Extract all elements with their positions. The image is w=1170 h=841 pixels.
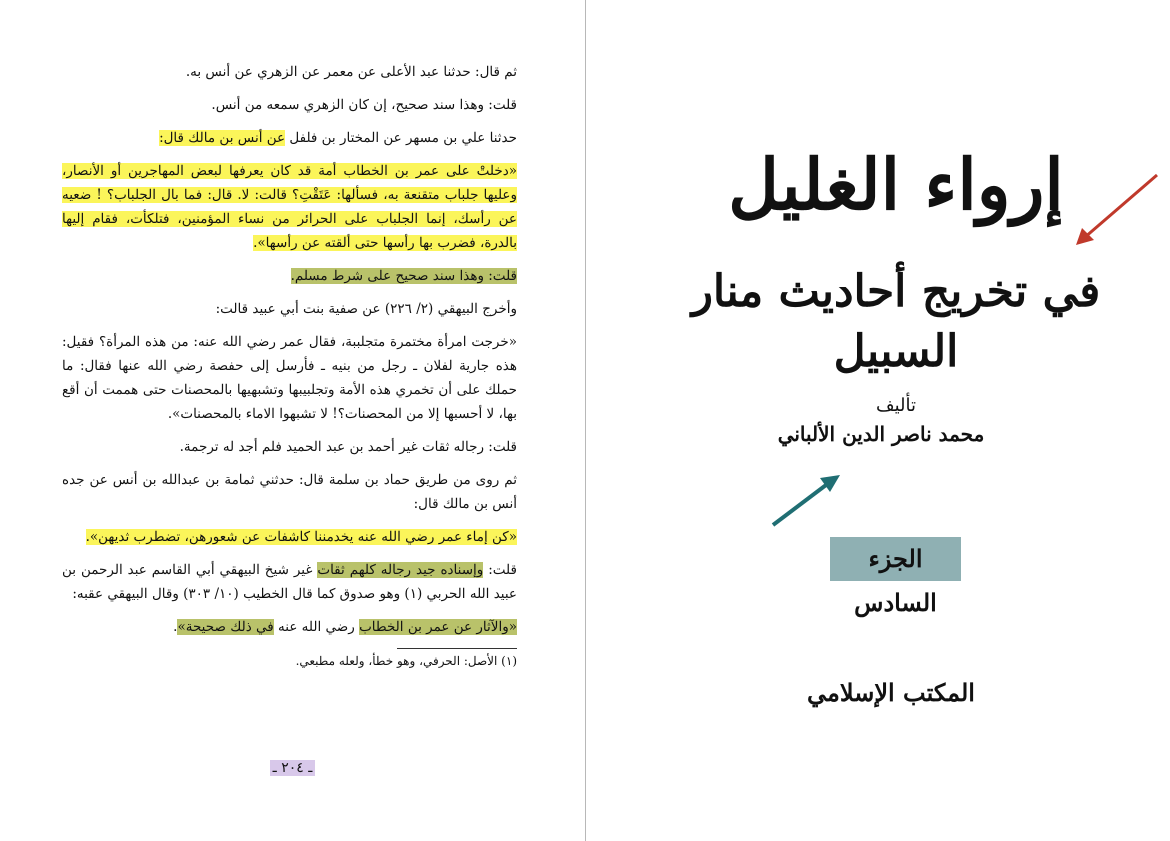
text-segment: وأخرج البيهقي (٢/ ٢٢٦) عن صفية بنت أبي عبيد قالت: xyxy=(215,301,517,317)
author-label: تأليف xyxy=(875,395,917,416)
paragraph xyxy=(62,126,517,150)
book-title: إرواء الغليل xyxy=(728,143,1064,226)
paragraph xyxy=(62,93,517,117)
page-number-label: ـ ٢٠٤ ـ xyxy=(270,760,316,776)
text-segment: «خرجت امرأة مختمرة متجلببة، فقال عمر رضي الله عنه: من هذه المرأة؟ فقيل: هذه جارية لفلان ـ رجل من بنيه ـ فأرسل إلى حفصة رضي الله عنها فقال: ما حملك على أن تخمري هذه الأمة وتجلبيبها وتشبهيها بالمحصنات حتى هممت أن أقع بها، لا أحسبها إلا من المحصنات؟! لا تشبهوا الاماء بالمحصنات». xyxy=(62,334,517,422)
paragraph xyxy=(62,60,517,84)
footnote-rule xyxy=(397,648,517,649)
paragraph xyxy=(62,468,517,516)
highlighted-text: عن أنس بن مالك قال: xyxy=(159,130,286,146)
highlighted-text: «كن إماء عمر رضي الله عنه يخدمننا كاشفات عن شعورهن، تضطرب ثديهن». xyxy=(85,529,517,545)
highlighted-text: «دخلتْ على عمر بن الخطاب أمة قد كان يعرفها لبعض المهاجرين أو الأنصار، وعليها جلباب متقنعة به، فسألها: عَتَقْتِ؟ قالت: لا. قال: فما بال الجلباب؟ ! ضعيه عن رأسك، إنما الجلباب على الحرائر من نساء المؤمنين، فتلكأت، فقام إليها بالدرة، فضرب بها رأسها حتى ألقته عن رأسها». xyxy=(62,163,517,251)
highlighted-text: في ذلك صحيحة» xyxy=(177,619,274,635)
right-page xyxy=(586,0,1170,841)
highlighted-text: «والآثار عن عمر بن الخطاب xyxy=(359,619,517,635)
text-segment: قلت: رجاله ثقات غير أحمد بن عبد الحميد فلم أجد له ترجمة. xyxy=(179,439,517,455)
paragraph xyxy=(62,615,517,639)
text-column xyxy=(62,60,517,671)
paragraph xyxy=(62,264,517,288)
highlighted-text: قلت: وهذا سند صحيح على شرط مسلم. xyxy=(290,268,517,284)
book-subtitle: في تخريج أحاديث منار السبيل xyxy=(691,266,1101,377)
text-segment: حدثنا علي بن مسهر عن المختار بن فلفل xyxy=(285,130,517,146)
paragraph xyxy=(62,159,517,255)
paragraph xyxy=(62,525,517,549)
text-segment: . xyxy=(173,619,178,635)
publisher-name: المكتب الإسلامي xyxy=(807,678,975,707)
author-name: محمد ناصر الدين الألباني xyxy=(777,422,985,446)
paragraph xyxy=(62,330,517,426)
highlighted-text: وإسناده جيد رجاله كلهم ثقات xyxy=(317,562,484,578)
volume-label: الجزء السادس xyxy=(830,537,961,581)
text-segment: ثم روى من طريق حماد بن سلمة قال: حدثني ثمامة بن عبدالله بن أنس عن جده أنس بن مالك قال: xyxy=(62,472,517,512)
text-segment: ثم قال: حدثنا عبد الأعلى عن معمر عن الزهري عن أنس به. xyxy=(185,64,517,80)
paragraph xyxy=(62,558,517,606)
text-segment: قلت: وهذا سند صحيح، إن كان الزهري سمعه من أنس. xyxy=(211,97,517,113)
text-segment: رضي الله عنه xyxy=(273,619,360,635)
text-segment: غير شيخ البيهقي أبي القاسم عبد الرحمن بن عبيد الله الحربي (١) وهو صدوق كما قال الخطيب (١٠/ ٣٠٣) وقال البيهقي عقبه: xyxy=(62,562,517,602)
paragraph xyxy=(62,297,517,321)
footnote: (١) الأصل: الحرفي، وهو خطأ، ولعله مطبعي. xyxy=(295,654,517,668)
teal-arrow-icon xyxy=(768,470,848,530)
paragraph xyxy=(62,435,517,459)
red-arrow-icon xyxy=(1072,170,1162,250)
page-number xyxy=(0,760,585,776)
text-segment: قلت: xyxy=(483,562,517,578)
